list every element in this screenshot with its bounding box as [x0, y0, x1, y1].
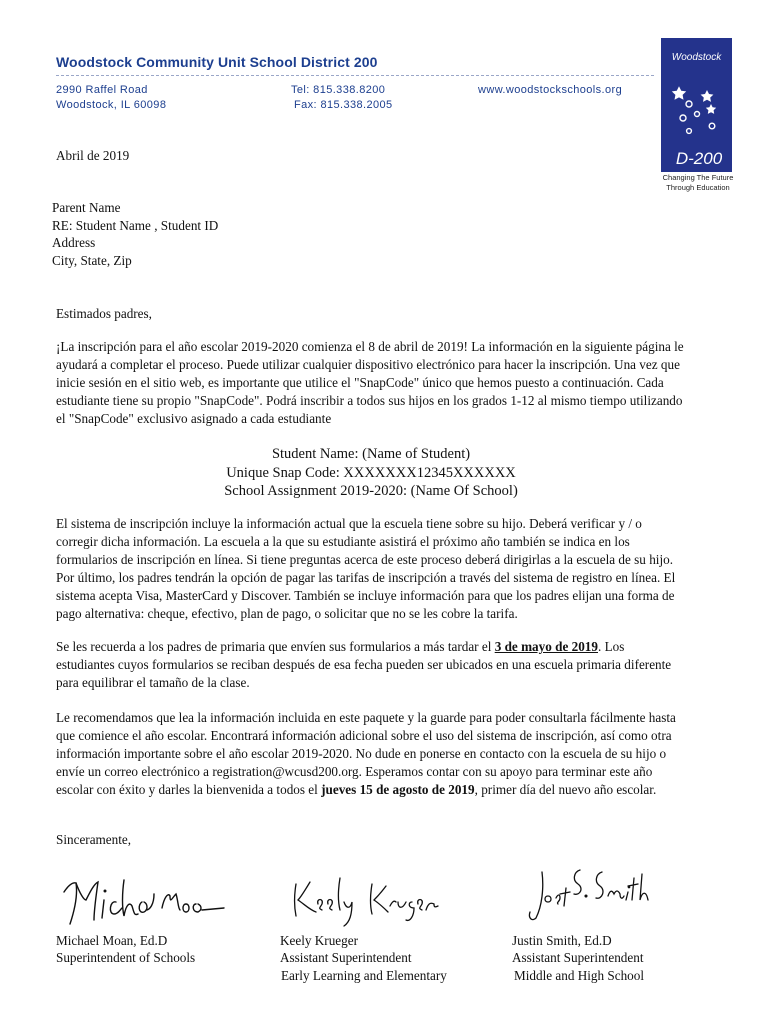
recipient-line-4: City, State, Zip [52, 253, 132, 268]
deadline-date: 3 de mayo de 2019 [494, 639, 598, 654]
district-name: Woodstock Community Unit School District 200 [56, 54, 378, 70]
intro-paragraph: ¡La inscripción para el año escolar 2019-2020 comienza el 8 de abril de 2019! La información en la siguiente página le ayudará a completar el proceso. Puede utilizar cualquier dispositivo electrónico para hacer la inscripción. Una vez que inicie sesión en el sitio web, es importante que utilice el "SnapCode" único que hemos puesto a continuación. Cada estudiante tiene su propio "SnapCode". Podrá inscribir a todos sus hijos en los grados 1-12 al mismo tiempo utilizando el "SnapCode" exclusivo asignado a cada estudiante [56, 339, 684, 426]
first-day-date: jueves 15 de agosto de 2019 [321, 782, 475, 797]
closing-paragraph [56, 709, 686, 799]
recipient-line-3: Address [52, 235, 96, 250]
signer-3-title-line-2: Middle and High School [514, 968, 645, 983]
signer-1-title: Superintendent of Schools [56, 950, 196, 965]
snap-code: Unique Snap Code: XXXXXXX12345XXXXXX [226, 465, 516, 481]
sign-off: Sinceramente, [56, 832, 132, 847]
address-line-1: 2990 Raffel Road [56, 84, 148, 96]
logo-tagline-line-1: Changing The Future [662, 173, 734, 182]
fax: Fax: 815.338.2005 [294, 99, 393, 111]
student-name: Student Name: (Name of Student) [271, 446, 471, 462]
school-assignment: School Assignment 2019-2020: (Name Of School) [224, 483, 518, 499]
greeting: Estimados padres, [56, 306, 152, 321]
recipient-line-2: RE: Student Name , Student ID [52, 218, 219, 233]
signer-2-name: Keely Krueger [280, 933, 358, 948]
address-line-2: Woodstock, IL 60098 [56, 99, 167, 111]
signature-justin-smith [522, 862, 652, 928]
signature-keely-krueger [288, 872, 448, 928]
logo-tagline-line-2: Through Education [666, 183, 730, 192]
deadline-text-after: . Los estudiantes cuyos formularios se reciban después de esa fecha pueden ser ubicados en una escuela primaria diferente para equilibrar el tamaño de la clase. [56, 639, 672, 690]
signer-2-title: Assistant Superintendent [280, 950, 412, 965]
website-link[interactable]: www.woodstockschools.org [478, 84, 623, 96]
signer-1-name: Michael Moan, Ed.D [56, 933, 168, 948]
header-divider [56, 75, 654, 76]
signer-3-name: Justin Smith, Ed.D [512, 933, 612, 948]
closing-text-after: , primer día del nuevo año escolar. [474, 782, 657, 797]
recipient-line-1: Parent Name [52, 200, 121, 215]
signer-3-title: Assistant Superintendent [512, 950, 644, 965]
signature-michael-moan [58, 874, 228, 930]
registration-paragraph: El sistema de inscripción incluye la información actual que la escuela tiene sobre su hijo. Deberá verificar y / o corregir dicha información. La escuela a la que su estudiante asistirá el próximo año también se indica en los formularios de inscripción en línea. Si tiene preguntas acerca de este proceso deberá dirigirlas a la escuela de su hijo. Por último, los padres tendrán la opción de pagar las tarifas de inscripción a través del sistema de registro en línea. El sistema acepta Visa, MasterCard y Discover. También se incluye información para que los padres elijan una forma de pago alternativa: cheque, efectivo, plan de pago, o solicitar que no se les cobre la tarifa. [56, 516, 676, 621]
logo-d200: D-200 [675, 149, 723, 168]
district-logo [661, 38, 732, 172]
signer-2-title-line-2: Early Learning and Elementary [281, 968, 447, 983]
logo-tagline [655, 173, 741, 193]
telephone: Tel: 815.338.8200 [291, 84, 386, 96]
letter-date: Abril de 2019 [56, 148, 130, 163]
deadline-text-before: Se les recuerda a los padres de primaria que envíen sus formularios a más tardar el [56, 639, 495, 654]
deadline-paragraph [56, 638, 686, 692]
logo-top-text: Woodstock [671, 52, 722, 63]
closing-text-before: Le recomendamos que lea la información incluida en este paquete y la guarde para poder consultarla fácilmente hasta que comience el año escolar. Encontrará información adicional sobre el uso del sistema de inscripción, así como otra información importante sobre el año escolar 2019-2020. No dude en ponerse en contacto con la escuela de su hijo o envíe un correo electrónico a registration@wcusd200.org. Esperamos contar con su apoyo para terminar este año escolar con éxito y darles la bienvenida a todos el [56, 710, 676, 797]
